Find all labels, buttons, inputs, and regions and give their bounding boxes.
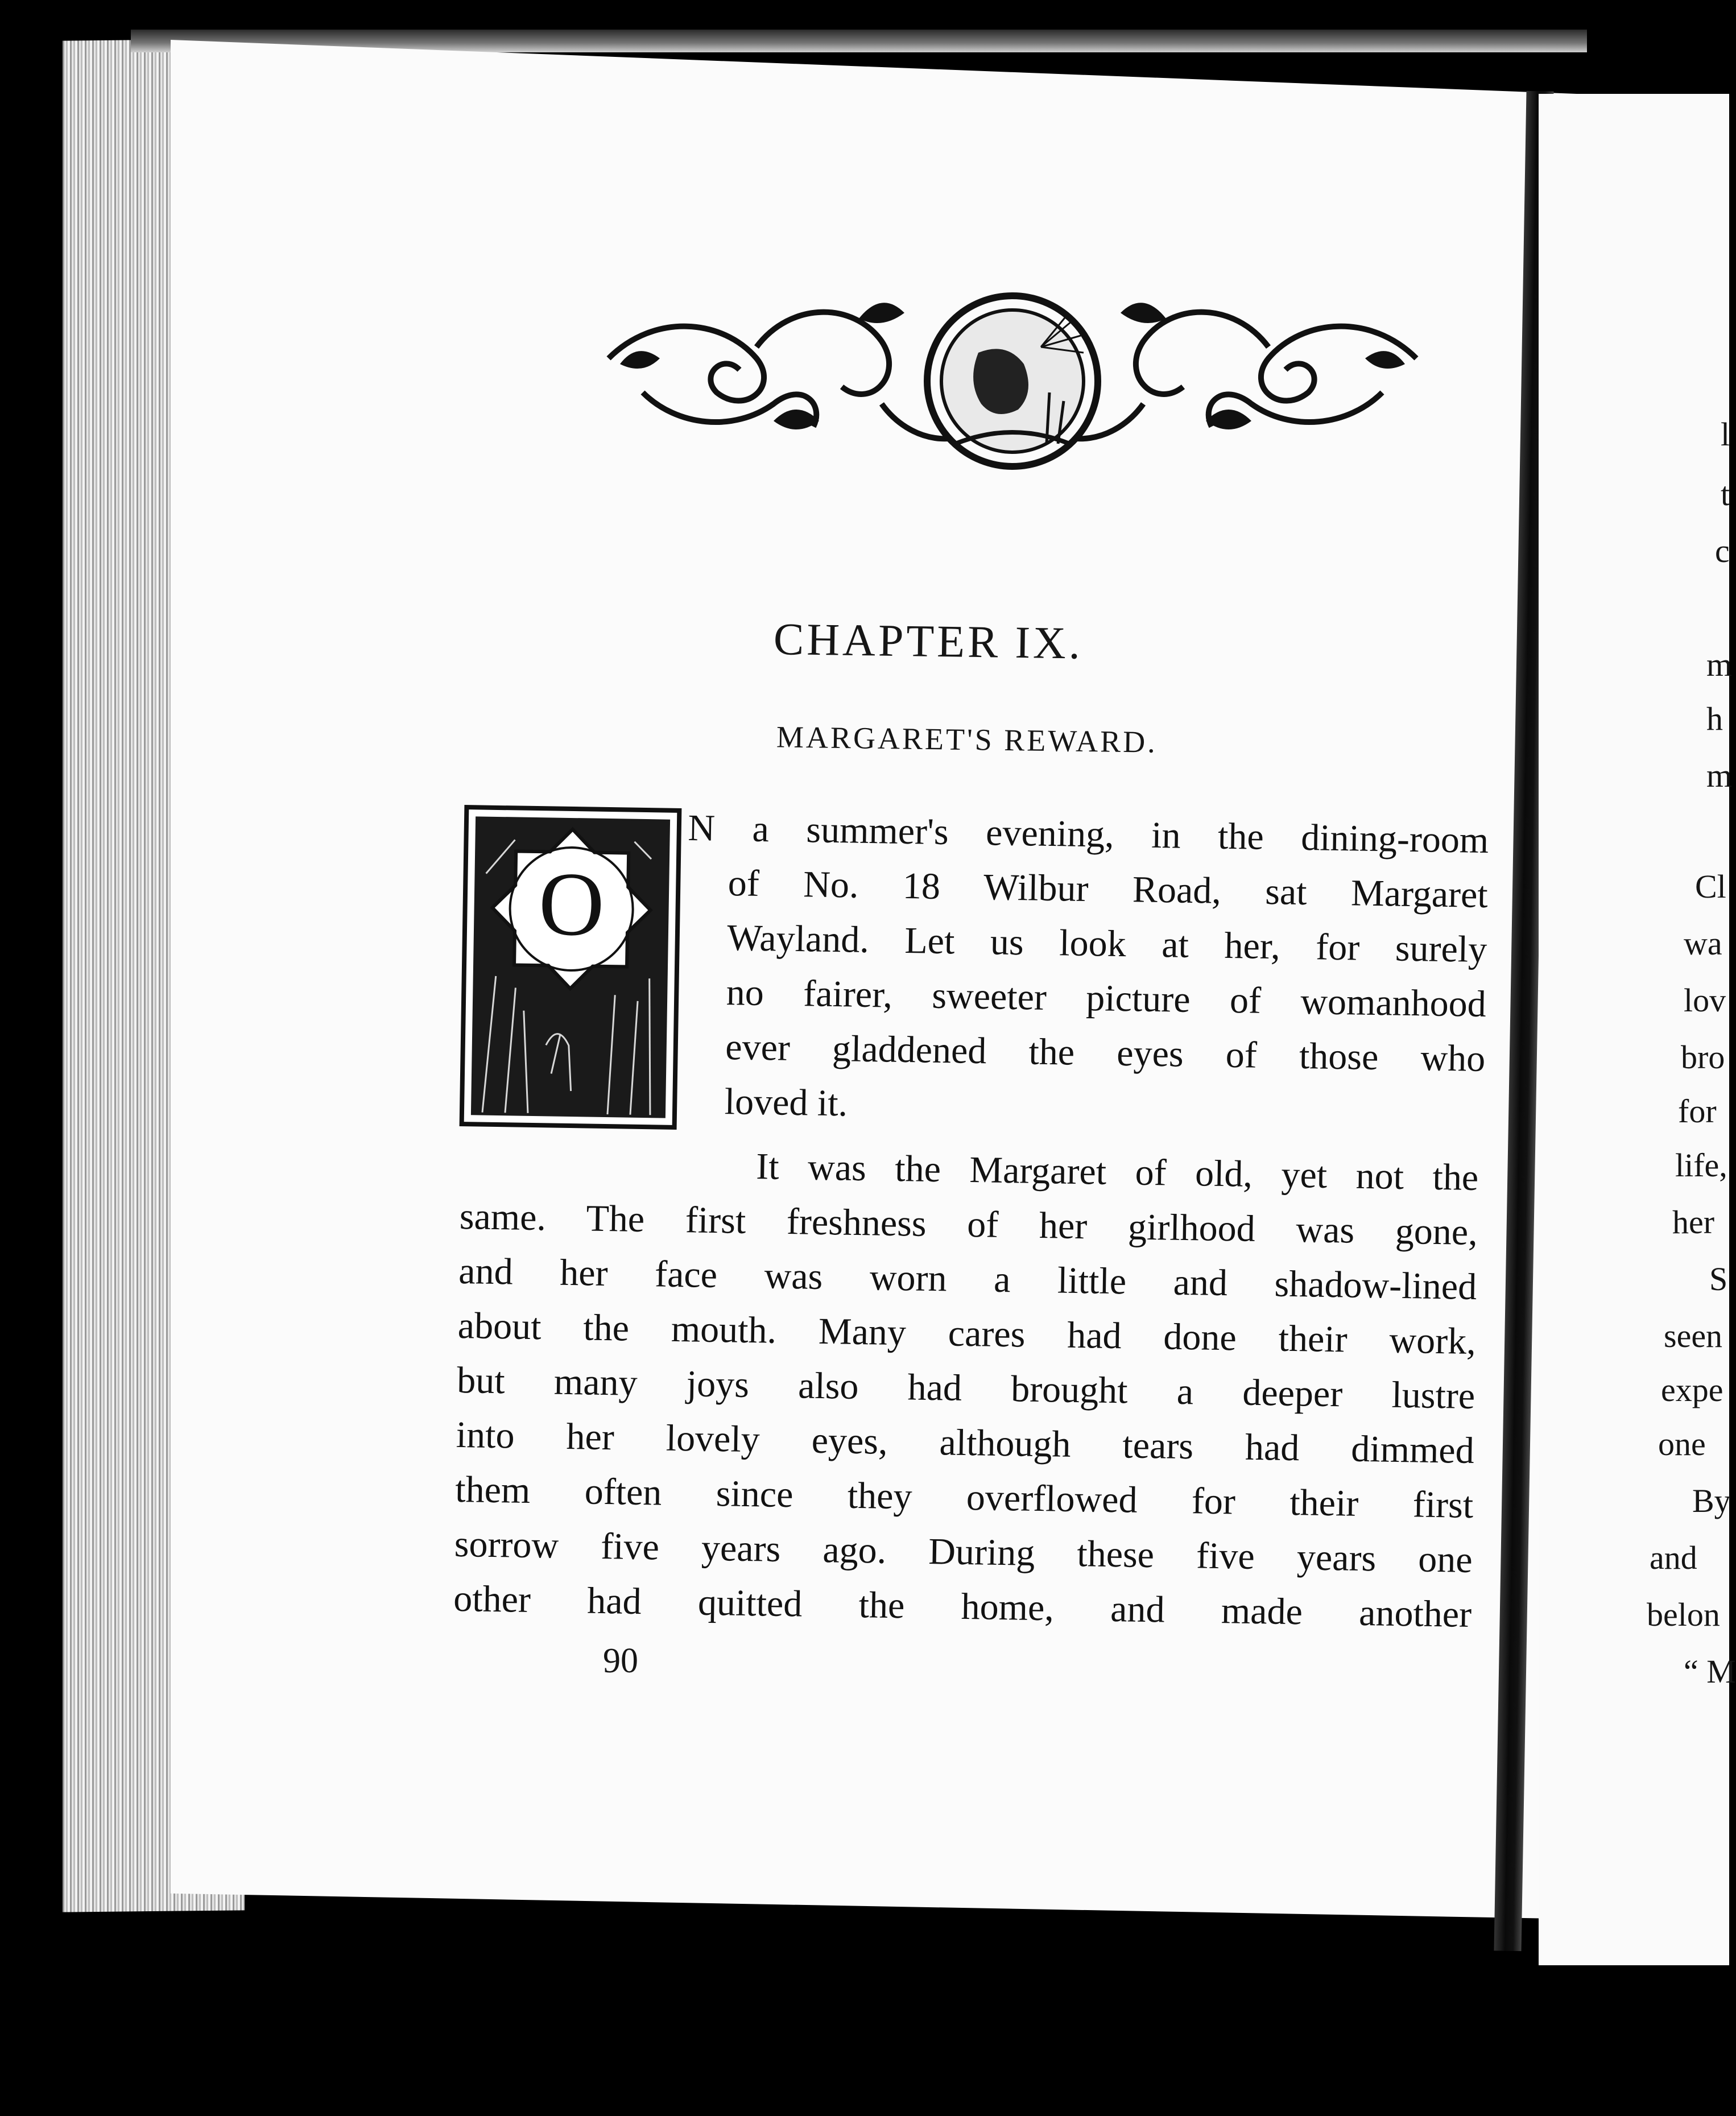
text-line: sorrow five years ago. During these five years one — [454, 1523, 1473, 1581]
fragment: for — [1678, 1093, 1717, 1130]
first-paragraph — [683, 807, 1489, 1147]
fragment: c — [1715, 532, 1730, 569]
second-paragraph — [453, 1140, 1478, 1648]
fragment: By — [1692, 1482, 1731, 1519]
text-line: loved it. — [724, 1081, 848, 1125]
fragment: expe — [1661, 1371, 1723, 1408]
fragment: one — [1658, 1425, 1706, 1462]
text-line: about the mouth. Many cares had done their work, — [457, 1304, 1477, 1363]
text-line: of No. 18 Wilbur Road, sat Margaret — [728, 862, 1489, 916]
dropcap-ornament — [460, 805, 682, 1130]
fragment: m — [1706, 757, 1733, 794]
fragment: h — [1706, 700, 1723, 737]
text-line: them often since they overflowed for their first — [454, 1468, 1474, 1527]
text-line: Wayland. Let us look at her, for surely — [726, 917, 1487, 971]
fragment: life, — [1675, 1147, 1727, 1184]
fragment: belon — [1647, 1596, 1720, 1633]
dropcap-letter: O — [538, 853, 605, 955]
text-line: N a summer's evening, in the dining-room — [687, 807, 1489, 862]
text-line: but many joys also had brought a deeper lustre — [456, 1359, 1475, 1417]
fragment: seen — [1664, 1317, 1723, 1354]
text-line: ever gladdened the eyes of those who — [725, 1026, 1486, 1080]
text-line: It was the Margaret of old, yet not the — [755, 1146, 1479, 1199]
fragment: bro — [1681, 1039, 1725, 1076]
fragment: lov — [1684, 982, 1726, 1019]
fragment: “ M — [1684, 1653, 1736, 1690]
fragment: S — [1709, 1260, 1728, 1297]
page-number: 90 — [603, 1642, 638, 1680]
fragment: m — [1706, 646, 1733, 683]
chapter-subtitle: MARGARET'S REWARD. — [776, 720, 1158, 759]
fragment: wa — [1684, 925, 1722, 962]
fragment: her — [1672, 1204, 1715, 1241]
fragment: and — [1650, 1539, 1697, 1576]
text-line: and her face was worn a little and shadow-lined — [458, 1250, 1477, 1308]
text-line: other had quitted the home, and made another — [453, 1577, 1472, 1636]
chapter-title: CHAPTER IX. — [773, 614, 1084, 669]
text-line: into her lovely eyes, although tears had dimmed — [456, 1414, 1475, 1472]
fragment: t — [1721, 476, 1730, 513]
chapter-headpiece-ornament — [586, 279, 1439, 483]
fragment: l — [1721, 416, 1730, 453]
text-line: same. The first freshness of her girlhood was gone, — [459, 1195, 1478, 1254]
text-line: no fairer, sweeter picture of womanhood — [726, 972, 1487, 1026]
fragment: Cl — [1695, 868, 1726, 905]
